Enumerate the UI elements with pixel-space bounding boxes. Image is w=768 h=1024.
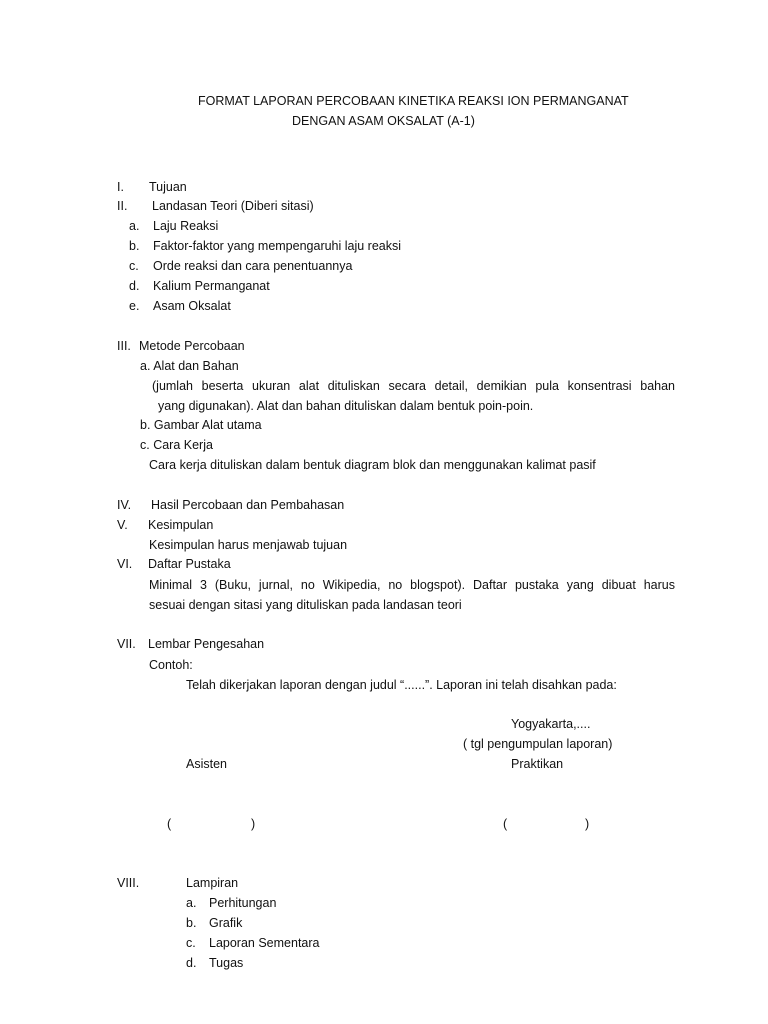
section-6-desc-line-2: sesuai dengan sitasi yang dituliskan pada landasan teori (149, 598, 462, 612)
signature-bracket-right-open: ( (503, 817, 508, 831)
section-8-number: VIII. (117, 876, 140, 890)
subsection-a-desc-line-1: (jumlah beserta ukuran alat dituliskan secara detail, demikian pula konsentrasi bahan (152, 379, 675, 393)
section-2-heading: Landasan Teori (Diberi sitasi) (152, 199, 314, 213)
signature-label-assistant: Asisten (186, 757, 227, 771)
signature-label-practitioner: Praktikan (511, 757, 564, 771)
section-7-number: VII. (117, 637, 136, 651)
submission-date-note: ( tgl pengumpulan laporan) (463, 737, 613, 751)
list-marker: a. (129, 219, 140, 233)
section-3-heading: Metode Percobaan (139, 339, 245, 353)
example-label: Contoh: (149, 658, 193, 672)
section-1-number: I. (117, 180, 124, 194)
approval-statement: Telah dikerjakan laporan dengan judul “......”. Laporan ini telah disahkan pada: (186, 678, 617, 692)
subsection-c: c. Cara Kerja (140, 438, 213, 452)
list-item: Laporan Sementara (209, 936, 320, 950)
subsection-b: b. Gambar Alat utama (140, 418, 262, 432)
list-marker: d. (129, 279, 140, 293)
signature-bracket-left-open: ( (167, 817, 172, 831)
section-3-number: III. (117, 339, 131, 353)
place-date: Yogyakarta,.... (511, 717, 591, 731)
title-line-1: FORMAT LAPORAN PERCOBAAN KINETIKA REAKSI ION PERMANGANAT (198, 94, 629, 108)
list-marker: a. (186, 896, 197, 910)
list-marker: d. (186, 956, 197, 970)
list-marker: b. (186, 916, 197, 930)
section-5-heading: Kesimpulan (148, 518, 214, 532)
subsection-c-desc: Cara kerja dituliskan dalam bentuk diagram blok dan menggunakan kalimat pasif (149, 458, 596, 472)
section-7-heading: Lembar Pengesahan (148, 637, 265, 651)
list-item: Tugas (209, 956, 244, 970)
subsection-a: a. Alat dan Bahan (140, 359, 239, 373)
list-item: Orde reaksi dan cara penentuannya (153, 259, 353, 273)
section-6-heading: Daftar Pustaka (148, 557, 231, 571)
list-item: Asam Oksalat (153, 299, 231, 313)
list-item: Grafik (209, 916, 243, 930)
subsection-a-desc-line-2: yang digunakan). Alat dan bahan dituliskan dalam bentuk poin-poin. (158, 399, 534, 413)
list-marker: e. (129, 299, 140, 313)
signature-bracket-right-close: ) (585, 817, 590, 831)
section-4-number: IV. (117, 498, 132, 512)
section-6-number: VI. (117, 557, 133, 571)
section-8-heading: Lampiran (186, 876, 239, 890)
section-1-heading: Tujuan (149, 180, 187, 194)
section-5-desc: Kesimpulan harus menjawab tujuan (149, 538, 348, 552)
section-5-number: V. (117, 518, 128, 532)
list-item: Laju Reaksi (153, 219, 219, 233)
list-item: Faktor-faktor yang mempengaruhi laju reaksi (153, 239, 402, 253)
section-2-number: II. (117, 199, 128, 213)
list-marker: b. (129, 239, 140, 253)
section-6-desc-line-1: Minimal 3 (Buku, jurnal, no Wikipedia, no blogspot). Daftar pustaka yang dibuat harus (149, 578, 675, 592)
section-4-heading: Hasil Percobaan dan Pembahasan (151, 498, 345, 512)
list-item: Perhitungan (209, 896, 277, 910)
signature-bracket-left-close: ) (251, 817, 256, 831)
title-line-2: DENGAN ASAM OKSALAT (A-1) (292, 114, 475, 128)
list-item: Kalium Permanganat (153, 279, 270, 293)
list-marker: c. (186, 936, 196, 950)
list-marker: c. (129, 259, 139, 273)
